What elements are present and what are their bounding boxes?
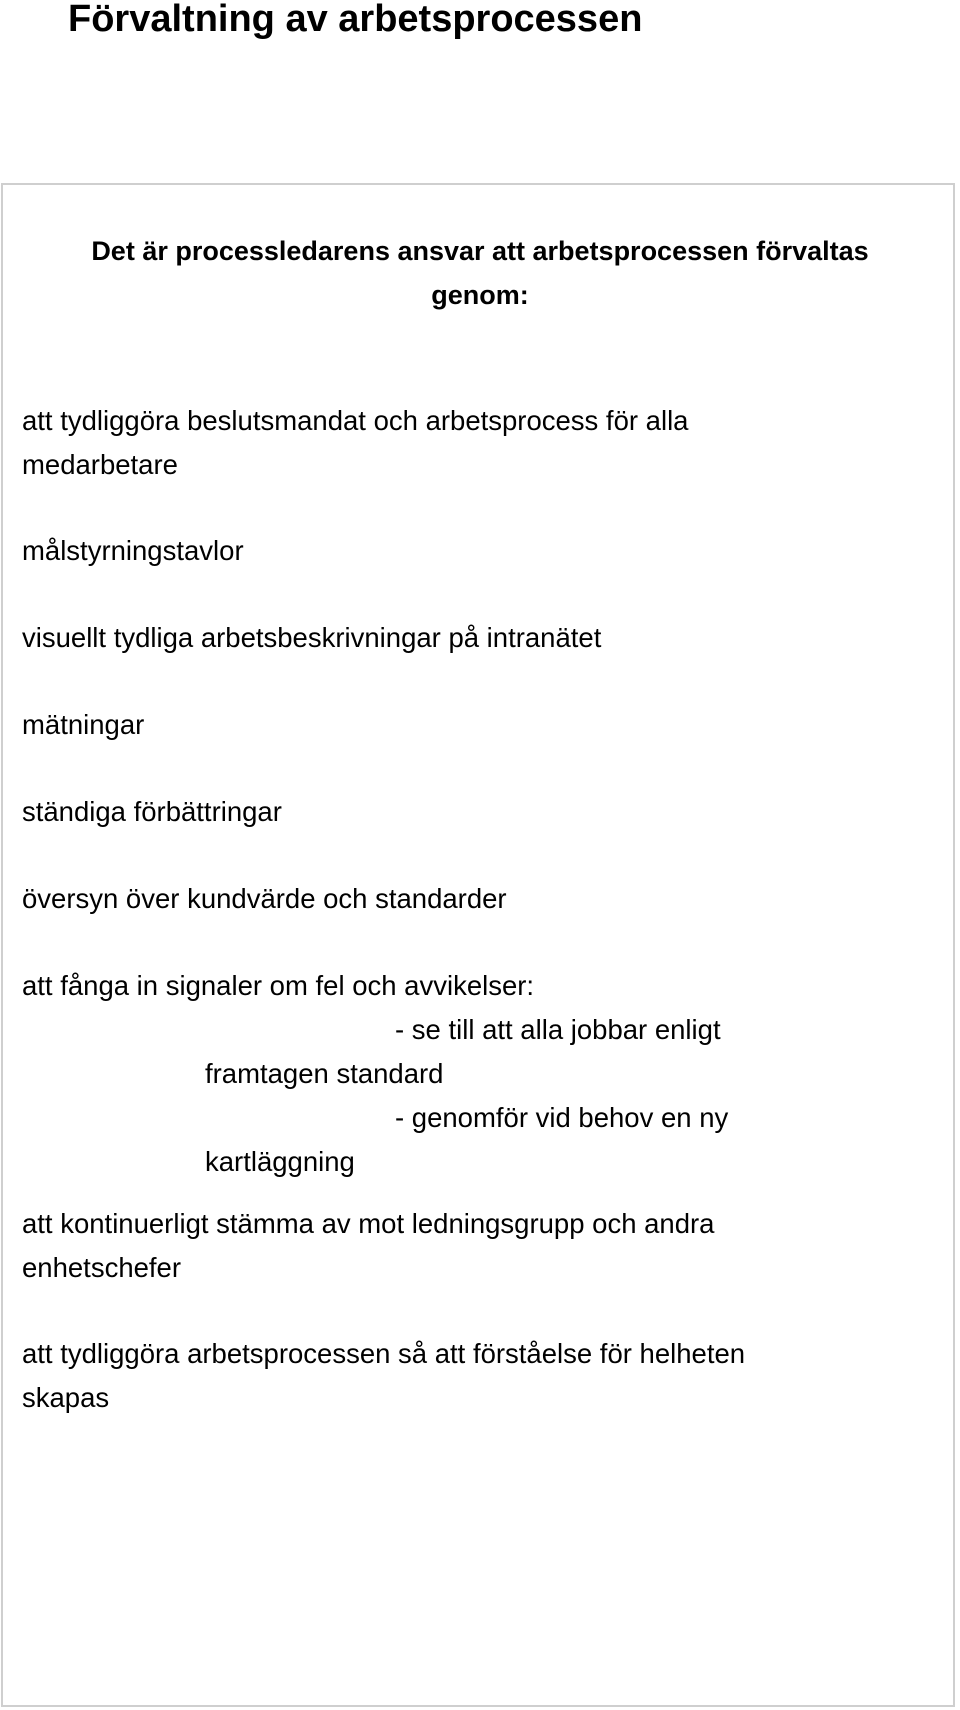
box-heading-line-2: genom: [431, 280, 529, 310]
list-item-arbetsbeskrivningar [22, 616, 601, 660]
list-item-line: att kontinuerligt stämma av mot ledningsgrupp och andra [22, 1208, 715, 1239]
list-item-forbattringar [22, 790, 282, 834]
box-heading [3, 229, 957, 317]
list-item-signaler [22, 964, 728, 1184]
list-item-line: visuellt tydliga arbetsbeskrivningar på intranätet [22, 622, 602, 653]
list-item-beslutsmandat [22, 399, 688, 487]
page-title: Förvaltning av arbetsprocessen [68, 0, 643, 40]
list-item-line: enhetschefer [22, 1252, 181, 1283]
list-item-matningar [22, 703, 144, 747]
sub-item-dash-line: - se till att alla jobbar enligt [395, 1014, 721, 1045]
content-box [1, 183, 955, 1707]
box-heading-line-1: Det är processledarens ansvar att arbetsprocessen förvaltas [91, 236, 869, 266]
list-item-helheten [22, 1332, 745, 1420]
list-item-line: mätningar [22, 709, 145, 740]
list-item-ledningsgrupp [22, 1202, 714, 1290]
sub-item-dash-line: - genomför vid behov en ny [395, 1102, 729, 1133]
list-item-malstyrningstavlor [22, 529, 244, 573]
list-item-kundvarde [22, 877, 507, 921]
list-item-line: skapas [22, 1382, 110, 1413]
list-item-line: att tydliggöra beslutsmandat och arbetsprocess för alla [22, 405, 689, 436]
list-item-line: att tydliggöra arbetsprocessen så att förståelse för helheten [22, 1338, 746, 1369]
sub-item-continuation-line: kartläggning [205, 1146, 355, 1177]
sub-item-continuation-line: framtagen standard [205, 1058, 444, 1089]
list-item-line: ständiga förbättringar [22, 796, 282, 827]
list-item-line: att fånga in signaler om fel och avvikelser: [22, 970, 535, 1001]
list-item-line: målstyrningstavlor [22, 535, 244, 566]
list-item-line: medarbetare [22, 449, 178, 480]
list-item-line: översyn över kundvärde och standarder [22, 883, 507, 914]
